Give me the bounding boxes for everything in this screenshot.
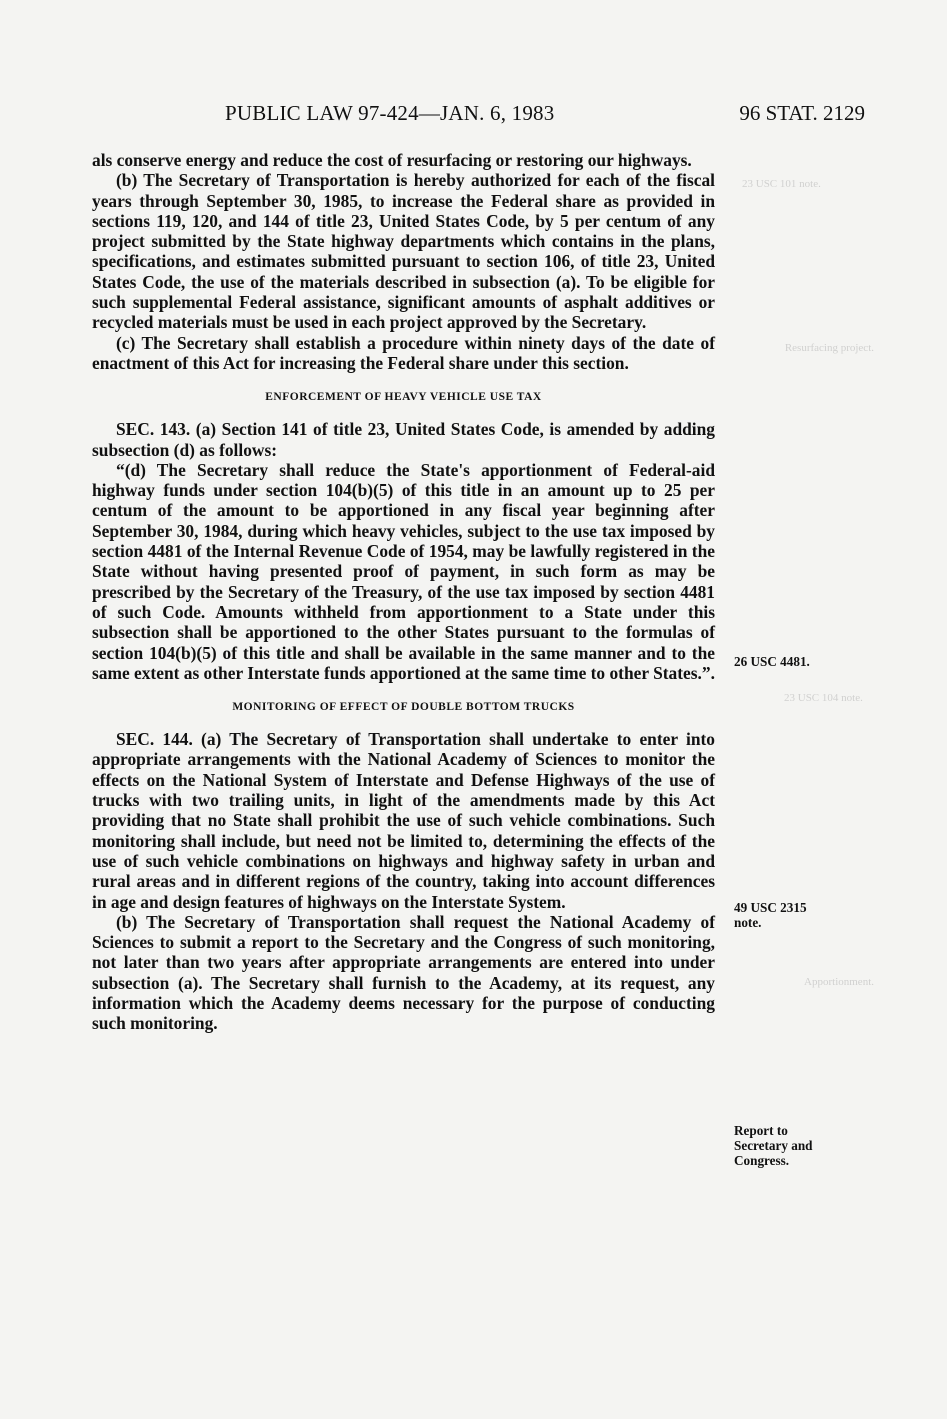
section-144-subsection-b: (b) The Secretary of Transportation shall request the National Academy of Sciences to submit a report to the Secretary and the Congress of such monitoring, not later than two years after appropriate arrangements are entered into under subsection (a). The Secretary shall furnish to the Academy, at its request, any information which the Academy deems necessary for the purpose of conducting such monitoring. (92, 911, 715, 1034)
bleed-through-note: Resurfacing project. (784, 342, 874, 354)
intro-paragraph: als conserve energy and reduce the cost of resurfacing or restoring our highways. (92, 150, 692, 170)
statute-page-number: 96 STAT. 2129 (739, 101, 865, 125)
bleed-through-note: 23 USC 101 note. (742, 178, 821, 190)
section-143-intro: SEC. 143. (a) Section 141 of title 23, United States Code, is amended by adding subsection (d) as follows: (92, 419, 715, 460)
margin-note-line: note. (734, 915, 762, 930)
section-144-subsection-a: SEC. 144. (a) The Secretary of Transportation shall undertake to enter into appropriate arrangements with the National Academy of Sciences to monitor the effects on the National System of Interstate and Defense Highways of the use of trucks with two trailing units, in light of the amendments made by this Act providing that no State shall prohibit the use of such vehicle combinations. Such monitoring shall include, but need not be limited to, determining the effects of the use of such vehicle combinations on highways and highway safety in urban and rural areas and in different regions of the country, taking into account differences in age and design features of highways on the Interstate System. (92, 729, 715, 912)
margin-note-report (734, 1123, 874, 1168)
main-text (92, 150, 715, 1034)
section-143-quote: “(d) The Secretary shall reduce the State's apportionment of Federal-aid highway funds under section 104(b)(5) of this title in an amount up to 25 per centum of the amount to be apportioned in any fiscal year beginning after September 30, 1984, during which heavy vehicles, subject to the use tax imposed by section 4481 of the Internal Revenue Code of 1954, may be lawfully registered in the State without having presented proof of payment, in such form as may be prescribed by the Secretary of the Treasury, of the use tax imposed by section 4481 of such Code. Amounts withheld from apportionment to a State under this subsection shall be apportioned to the other States pursuant to the formulas of section 104(b)(5) of this title and shall be available in the same manner and to the same extent as other Interstate funds apportioned at the same time to other States.”. (92, 459, 715, 683)
bleed-through-note: 23 USC 104 note. (784, 692, 863, 704)
page-header (225, 101, 865, 131)
margin-note-26-usc-4481 (734, 654, 874, 669)
section-144-heading: MONITORING OF EFFECT OF DOUBLE BOTTOM TRUCKS (232, 701, 575, 714)
running-title: PUBLIC LAW 97-424—JAN. 6, 1983 (225, 101, 555, 125)
margin-note-text: 26 USC 4481. (734, 654, 810, 669)
margin-note-line: Secretary and (734, 1138, 813, 1153)
bleed-through-note: Apportionment. (804, 976, 874, 988)
margin-note-line: Report to (734, 1123, 788, 1138)
margin-note-line: 49 USC 2315 (734, 900, 807, 915)
margin-note-49-usc-2315 (734, 900, 874, 930)
section-143-heading: ENFORCEMENT OF HEAVY VEHICLE USE TAX (265, 391, 542, 404)
subsection-b-paragraph: (b) The Secretary of Transportation is hereby authorized for each of the fiscal years through September 30, 1985, to increase the Federal share as provided in sections 119, 120, and 144 of title 23, United States Code, by 5 per centum of any project submitted by the State highway departments which contains in the plans, specifications, and estimates submitted pursuant to section 106, of title 23, United States Code, the use of the materials described in subsection (a). To be eligible for such supplemental Federal assistance, significant amounts of asphalt additives or recycled materials must be used in each project approved by the Secretary. (92, 170, 715, 333)
subsection-c-paragraph: (c) The Secretary shall establish a procedure within ninety days of the date of enactment of this Act for increasing the Federal share under this section. (92, 332, 715, 373)
margin-note-line: Congress. (734, 1153, 790, 1168)
